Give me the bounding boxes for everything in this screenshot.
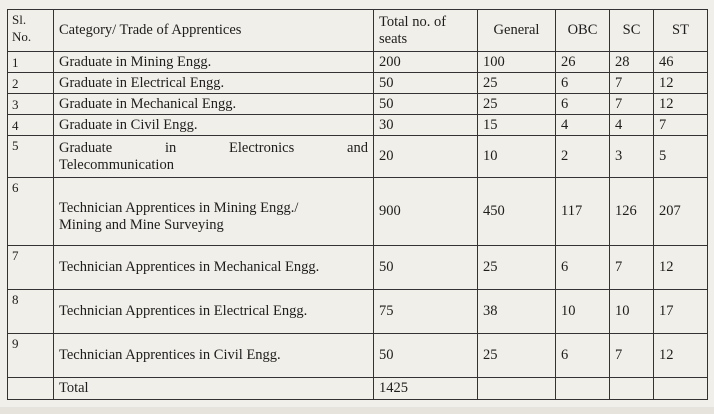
cell-st: 46 <box>654 52 708 73</box>
cell-general: 25 <box>478 334 556 378</box>
cell-category: Graduate in Civil Engg. <box>54 115 374 136</box>
cell-st: 12 <box>654 334 708 378</box>
cell-total: 75 <box>374 290 478 334</box>
cell-sl: 5 <box>8 136 54 178</box>
table-row <box>8 52 708 73</box>
table-row <box>8 290 708 334</box>
cell-obc: 6 <box>556 94 610 115</box>
category-line-1 <box>59 140 368 157</box>
cell-general: 10 <box>478 136 556 178</box>
page-edge <box>0 407 714 414</box>
header-total-seats: Total no. of seats <box>374 10 478 52</box>
cell-sl <box>8 378 54 400</box>
category-word: Graduate <box>59 139 113 156</box>
cell-st <box>654 378 708 400</box>
category-line-2: Telecommunication <box>59 156 174 173</box>
cell-sc: 3 <box>610 136 654 178</box>
cell-general: 38 <box>478 290 556 334</box>
cell-sc: 28 <box>610 52 654 73</box>
table-row <box>8 246 708 290</box>
cell-total: 30 <box>374 115 478 136</box>
header-st: ST <box>654 10 708 52</box>
table-row <box>8 115 708 136</box>
total-label: Total <box>54 378 374 400</box>
table-row <box>8 178 708 246</box>
cell-sc <box>610 378 654 400</box>
cell-obc: 2 <box>556 136 610 178</box>
cell-sc: 10 <box>610 290 654 334</box>
cell-obc: 6 <box>556 73 610 94</box>
total-row <box>8 378 708 400</box>
header-obc: OBC <box>556 10 610 52</box>
cell-sl: 6 <box>8 178 54 246</box>
cell-sl: 8 <box>8 290 54 334</box>
table-row <box>8 73 708 94</box>
cell-total: 200 <box>374 52 478 73</box>
cell-category: Graduate in Mechanical Engg. <box>54 94 374 115</box>
cell-general: 15 <box>478 115 556 136</box>
cell-general: 450 <box>478 178 556 246</box>
cell-general: 25 <box>478 246 556 290</box>
cell-sl: 3 <box>8 94 54 115</box>
cell-st: 17 <box>654 290 708 334</box>
category-line-2: Mining and Mine Surveying <box>59 216 224 233</box>
cell-st: 5 <box>654 136 708 178</box>
cell-category: Technician Apprentices in Mechanical Engg. <box>54 246 374 290</box>
cell-category: Technician Apprentices in Civil Engg. <box>54 334 374 378</box>
cell-total: 50 <box>374 334 478 378</box>
cell-st: 207 <box>654 178 708 246</box>
cell-total: 50 <box>374 73 478 94</box>
cell-obc: 26 <box>556 52 610 73</box>
cell-sc: 7 <box>610 334 654 378</box>
cell-total: 900 <box>374 178 478 246</box>
cell-total: 50 <box>374 246 478 290</box>
cell-total: 50 <box>374 94 478 115</box>
category-line-1: Technician Apprentices in Mining Engg./ <box>59 199 299 216</box>
cell-obc: 10 <box>556 290 610 334</box>
cell-sc: 7 <box>610 246 654 290</box>
apprentice-seats-table <box>7 9 708 400</box>
cell-general: 25 <box>478 94 556 115</box>
cell-general: 25 <box>478 73 556 94</box>
cell-category: Technician Apprentices in Electrical Engg. <box>54 290 374 334</box>
table-row <box>8 136 708 178</box>
cell-st: 7 <box>654 115 708 136</box>
cell-st: 12 <box>654 94 708 115</box>
header-sc: SC <box>610 10 654 52</box>
cell-total: 20 <box>374 136 478 178</box>
cell-sc: 7 <box>610 94 654 115</box>
cell-obc: 6 <box>556 246 610 290</box>
header-general: General <box>478 10 556 52</box>
cell-sc: 7 <box>610 73 654 94</box>
cell-obc <box>556 378 610 400</box>
category-word: and <box>347 139 368 156</box>
category-word: Electronics <box>229 139 295 156</box>
cell-category <box>54 136 374 178</box>
table-row <box>8 94 708 115</box>
cell-sl: 2 <box>8 73 54 94</box>
cell-sl: 7 <box>8 246 54 290</box>
cell-category: Graduate in Electrical Engg. <box>54 73 374 94</box>
table-row <box>8 334 708 378</box>
category-word: in <box>164 139 177 156</box>
cell-obc: 6 <box>556 334 610 378</box>
header-category: Category/ Trade of Apprentices <box>54 10 374 52</box>
header-sl-no: Sl. No. <box>8 10 54 52</box>
header-row <box>8 10 708 52</box>
total-value: 1425 <box>374 378 478 400</box>
cell-sl: 4 <box>8 115 54 136</box>
cell-general: 100 <box>478 52 556 73</box>
cell-general <box>478 378 556 400</box>
cell-obc: 4 <box>556 115 610 136</box>
cell-obc: 117 <box>556 178 610 246</box>
cell-st: 12 <box>654 246 708 290</box>
cell-st: 12 <box>654 73 708 94</box>
cell-sl: 9 <box>8 334 54 378</box>
cell-sl: 1 <box>8 52 54 73</box>
cell-sc: 4 <box>610 115 654 136</box>
cell-sc: 126 <box>610 178 654 246</box>
cell-category <box>54 178 374 246</box>
cell-category: Graduate in Mining Engg. <box>54 52 374 73</box>
